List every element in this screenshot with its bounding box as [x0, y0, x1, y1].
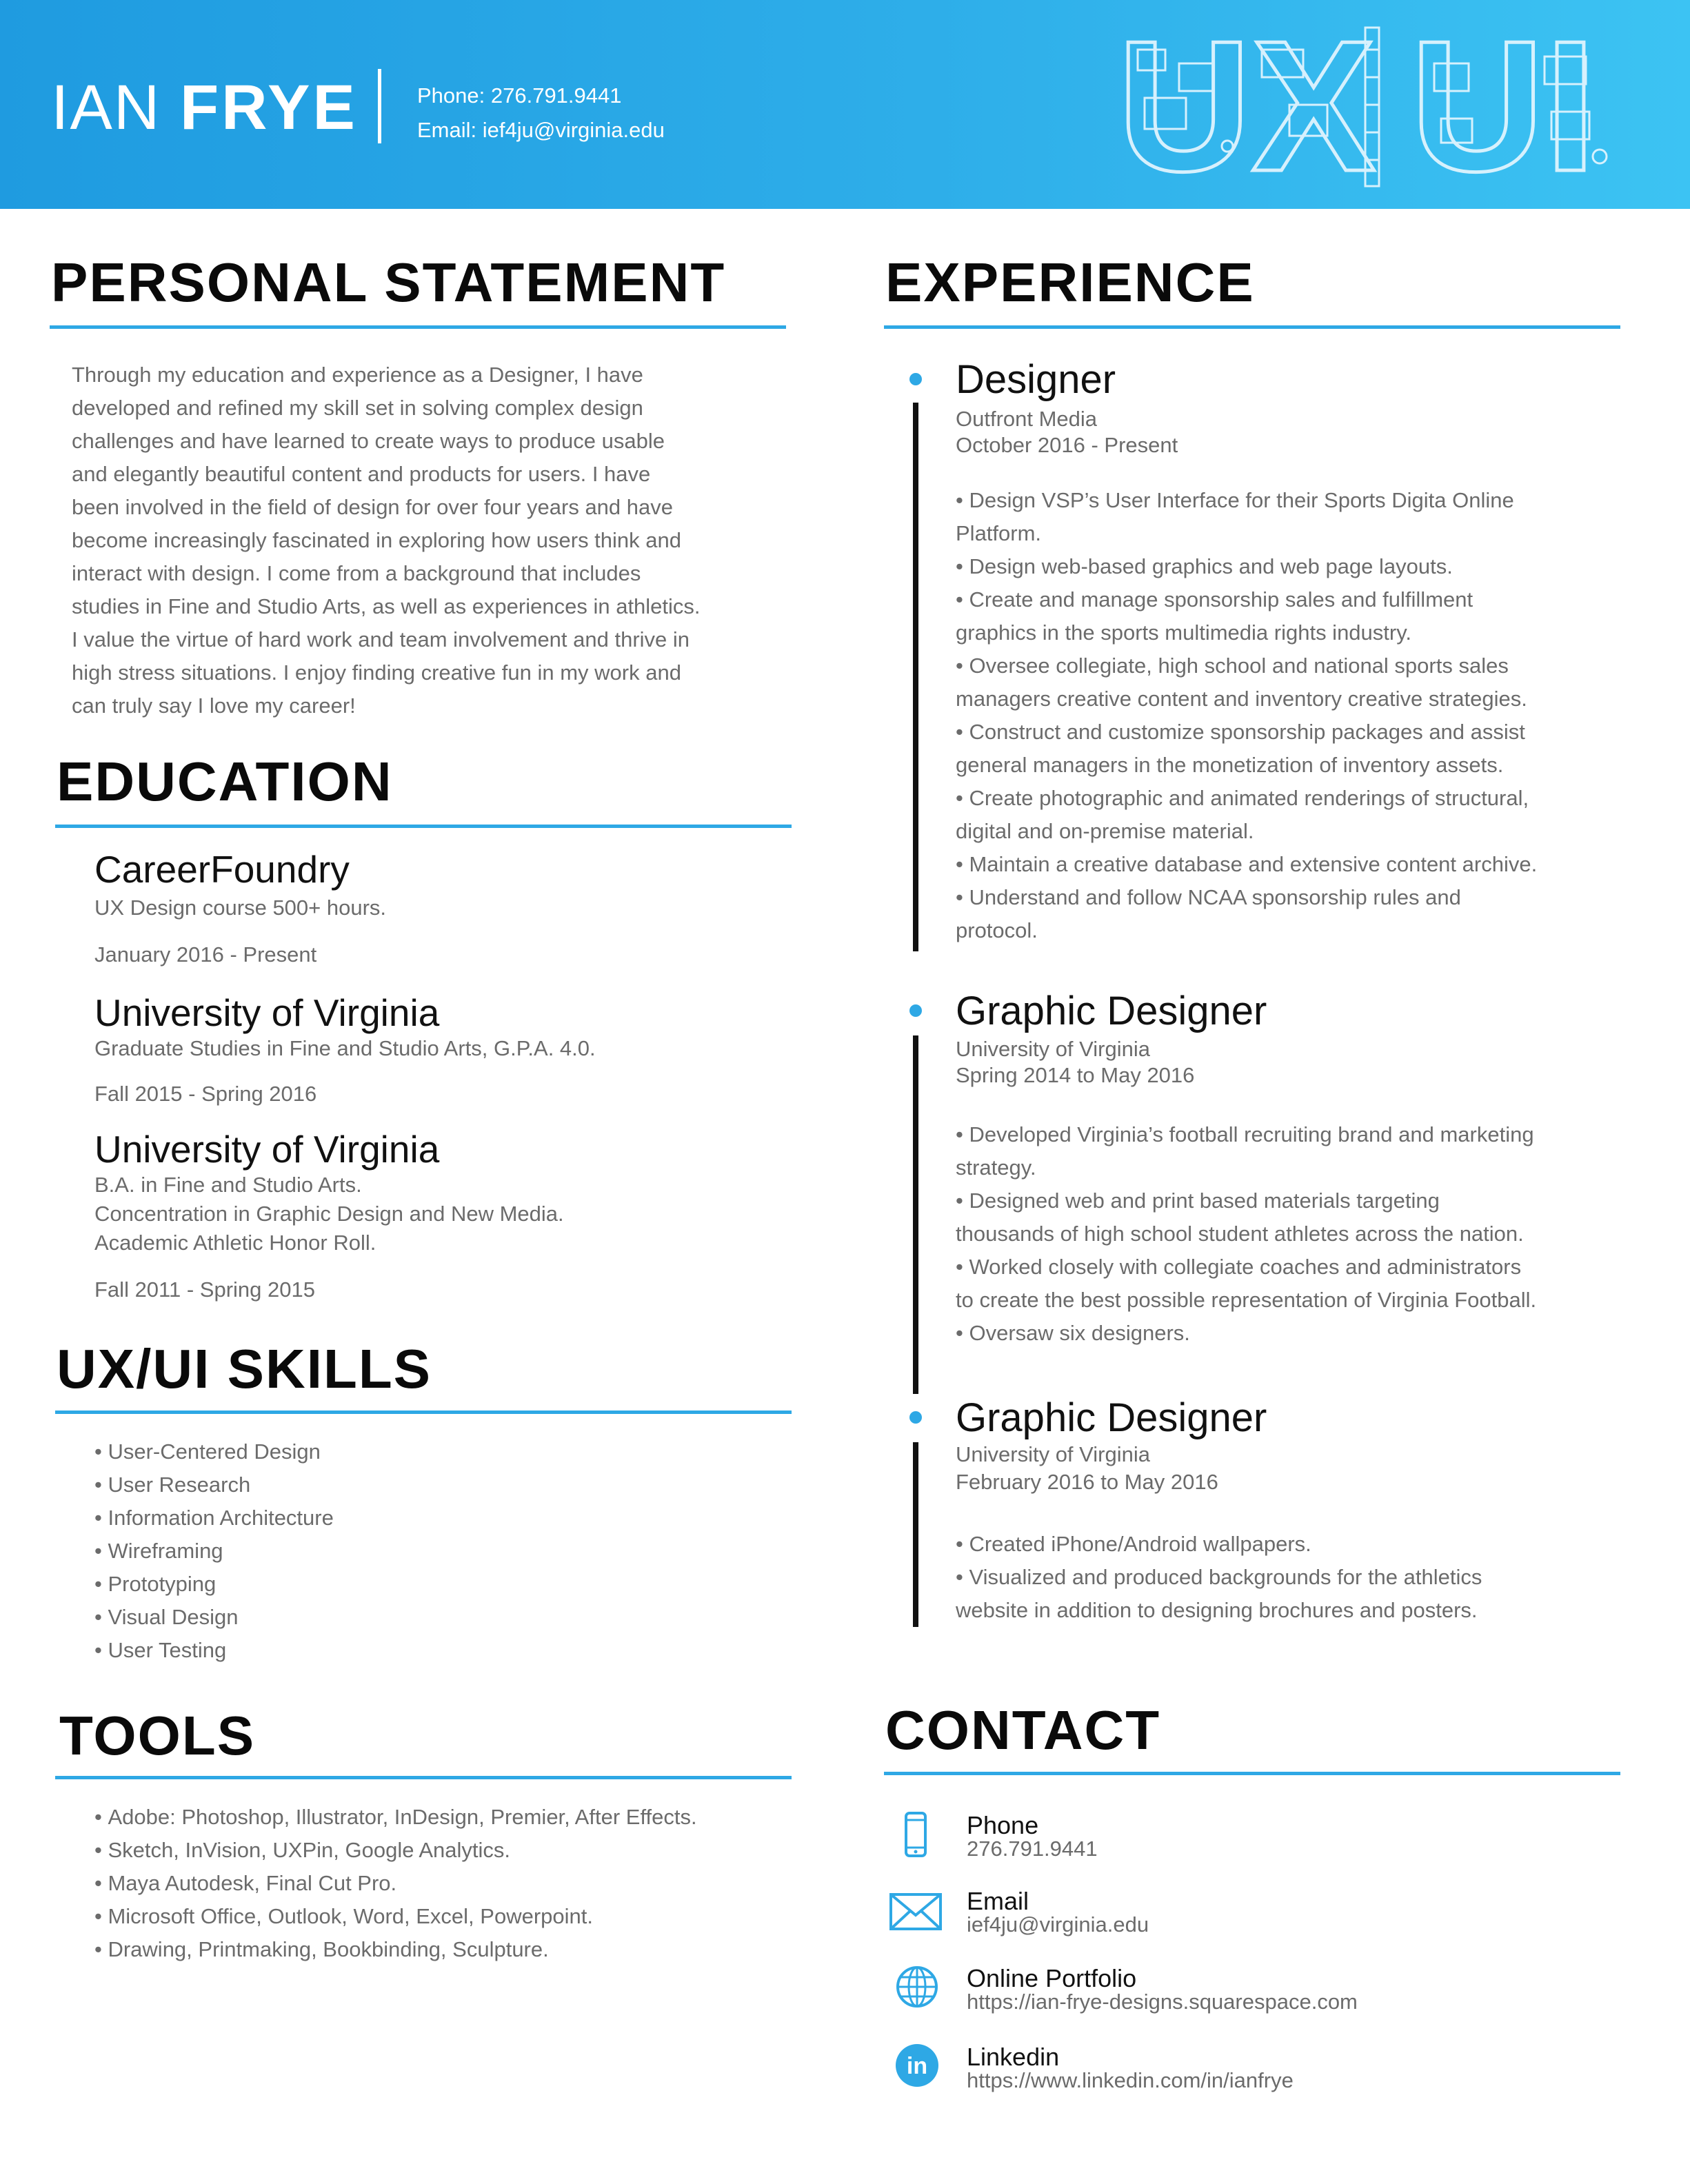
envelope-icon: [888, 1886, 943, 1936]
contact-portfolio-link[interactable]: https://ian-frye-designs.squarespace.com: [967, 1990, 1358, 2014]
header-divider: [378, 69, 381, 143]
ui-art-text: UI: [1410, 22, 1596, 191]
svg-text:in: in: [906, 2053, 928, 2079]
job-dates: February 2016 to May 2016: [956, 1470, 1218, 1494]
tools-title: TOOLS: [59, 1705, 256, 1766]
tools-list: [94, 1801, 697, 1966]
section-rule: [55, 1776, 792, 1779]
applicant-name: [51, 72, 358, 143]
personal-statement-text: Through my education and experience as a Designer, I have developed and refined my skill set in solving complex design challenges and have learned to create ways to produce usable and elegantly beautiful content and products for users. I have been involved in the field of design for over four years and have become increasingly fascinated in exploring how users think and interact with design. I come from a background that includes studies in Fine and Studio Arts, as well as experiences in athletics. I value the virtue of hard work and team involvement and thrive in high stress situations. I enjoy finding creative fun in my work and can truly say I love my career!: [72, 363, 701, 718]
tool-item: • Sketch, InVision, UXPin, Google Analytics.: [94, 1834, 697, 1867]
timeline-line: [913, 403, 918, 951]
timeline-line: [913, 1442, 918, 1627]
job-bullets: • Created iPhone/Android wallpapers. • Visualized and produced backgrounds for the athletics website in addition to designing brochures and posters.: [956, 1532, 1482, 1622]
section-rule: [55, 825, 792, 828]
skill-item: • User-Centered Design: [94, 1435, 334, 1468]
contact-label: Online Portfolio: [967, 1964, 1137, 1992]
first-name: IAN: [51, 72, 161, 143]
education-dates: Fall 2011 - Spring 2015: [94, 1277, 315, 1302]
job-company: University of Virginia: [956, 1037, 1150, 1061]
contact-linkedin-link[interactable]: https://www.linkedin.com/in/ianfrye: [967, 2068, 1294, 2092]
tool-item: • Adobe: Photoshop, Illustrator, InDesign, Premier, After Effects.: [94, 1801, 697, 1834]
experience-title: EXPERIENCE: [885, 252, 1255, 313]
contact-title: CONTACT: [885, 1699, 1161, 1761]
job-dates: October 2016 - Present: [956, 433, 1178, 457]
job-company: Outfront Media: [956, 407, 1098, 431]
job-dates: Spring 2014 to May 2016: [956, 1063, 1195, 1087]
section-rule: [55, 1410, 792, 1414]
timeline-dot: [909, 1004, 922, 1017]
education-details: B.A. in Fine and Studio Arts.: [94, 1173, 362, 1197]
education-details: Concentration in Graphic Design and New Media.: [94, 1202, 564, 1226]
header-banner: [0, 0, 1690, 209]
job-bullets: • Design VSP’s User Interface for their Sports Digita Online Platform. • Design web-based graphics and web page layouts. • Create and manage sponsorship sales and fulfillment graphics in the sports multimedia rights industry. • Oversee collegiate, high school and national sports sales managers creative content and inventory creative strategies. • Construct and customize sponsorship packages and assist general managers in the monetization of inventory assets. • Create photographic and animated renderings of structural, digital and on-premise material. • Maintain a creative database and extensive content archive. • Understand and follow NCAA sponsorship rules and protocol.: [956, 488, 1538, 942]
timeline-line: [913, 1035, 918, 1394]
skill-item: • User Testing: [94, 1634, 334, 1667]
contact-label: Phone: [967, 1811, 1039, 1839]
ux-art-text: UX: [1117, 22, 1376, 191]
tool-item: • Microsoft Office, Outlook, Word, Excel, Powerpoint.: [94, 1900, 697, 1933]
education-school: University of Virginia: [94, 1128, 440, 1171]
education-dates: January 2016 - Present: [94, 942, 317, 967]
job-title: Graphic Designer: [956, 1395, 1267, 1440]
skill-item: • User Research: [94, 1468, 334, 1502]
tool-item: • Drawing, Printmaking, Bookbinding, Sculpture.: [94, 1933, 697, 1966]
contact-email-value[interactable]: ief4ju@virginia.edu: [967, 1912, 1149, 1937]
education-school: CareerFoundry: [94, 848, 350, 891]
skills-list: [94, 1435, 334, 1667]
skill-item: • Information Architecture: [94, 1502, 334, 1535]
section-rule: [884, 325, 1620, 329]
education-dates: Fall 2015 - Spring 2016: [94, 1082, 317, 1106]
globe-icon: [892, 1962, 942, 2012]
linkedin-icon: [892, 2041, 942, 2090]
skill-item: • Prototyping: [94, 1568, 334, 1601]
education-title: EDUCATION: [57, 751, 393, 812]
last-name: FRYE: [179, 72, 358, 143]
section-rule: [884, 1772, 1620, 1775]
header-email: Email: ief4ju@virginia.edu: [417, 118, 665, 142]
timeline-dot: [909, 1411, 922, 1424]
phone-icon: [891, 1810, 940, 1860]
header-contact: [417, 79, 665, 148]
ux-ui-sketch-art: [1117, 22, 1641, 191]
skill-item: • Visual Design: [94, 1601, 334, 1634]
education-details: Academic Athletic Honor Roll.: [94, 1231, 376, 1255]
personal-statement-title: PERSONAL STATEMENT: [51, 252, 726, 313]
job-company: University of Virginia: [956, 1442, 1150, 1466]
skills-title: UX/UI SKILLS: [57, 1338, 432, 1399]
job-title: Designer: [956, 357, 1116, 402]
section-rule: [50, 325, 786, 329]
education-school: University of Virginia: [94, 991, 440, 1034]
job-title: Graphic Designer: [956, 989, 1267, 1033]
header-phone: Phone: 276.791.9441: [417, 83, 622, 108]
contact-label: Linkedin: [967, 2043, 1060, 2071]
contact-phone-value[interactable]: 276.791.9441: [967, 1837, 1098, 1861]
contact-label: Email: [967, 1887, 1029, 1915]
education-details: Graduate Studies in Fine and Studio Arts, G.P.A. 4.0.: [94, 1036, 596, 1060]
tool-item: • Maya Autodesk, Final Cut Pro.: [94, 1867, 697, 1900]
skill-item: • Wireframing: [94, 1535, 334, 1568]
job-bullets: • Developed Virginia’s football recruiting brand and marketing strategy. • Designed web and print based materials targeting thousands of high school student athletes across the nation. • Worked closely with collegiate coaches and administrators to create the best possible representation of Virginia Football. • Oversaw six designers.: [956, 1122, 1537, 1345]
education-details: UX Design course 500+ hours.: [94, 896, 387, 920]
timeline-dot: [909, 373, 922, 385]
